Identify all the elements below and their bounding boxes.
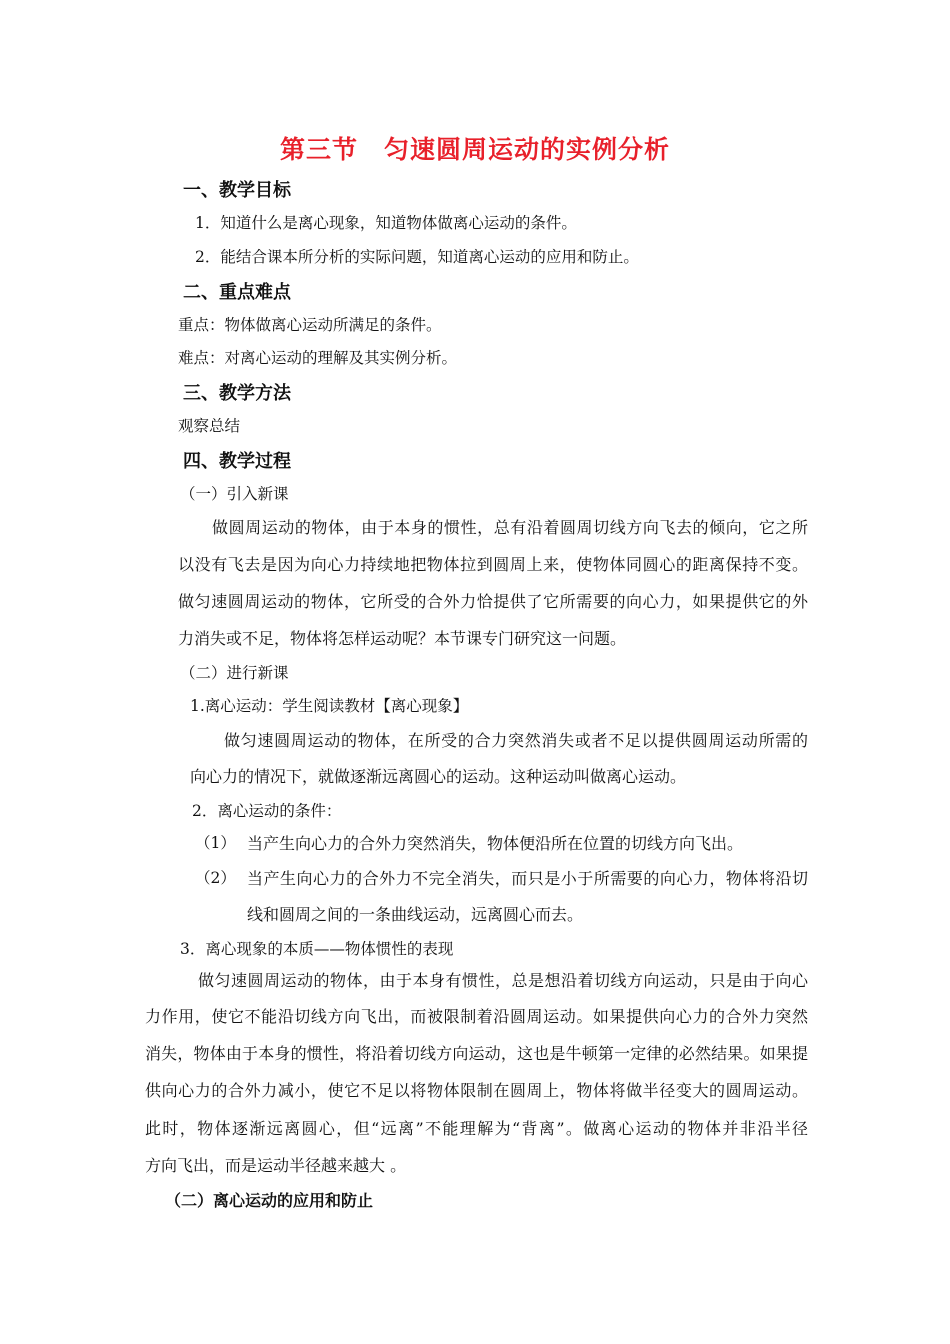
part-intro-title: （一）引入新课 bbox=[180, 485, 289, 503]
point3-title: 3．离心现象的本质——物体惯性的表现 bbox=[180, 940, 454, 958]
heading-key-points: 二、重点难点 bbox=[183, 282, 291, 303]
heading-teaching-method: 三、教学方法 bbox=[183, 383, 291, 404]
point3-line: 此时，物体逐渐远离圆心，但“远离”不能理解为“背离”。做离心运动的物体并非沿半径 bbox=[145, 1119, 810, 1138]
intro-line: 做匀速圆周运动的物体，它所受的合外力恰提供了它所需要的向心力，如果提供它的外 bbox=[178, 592, 809, 611]
point2-title: 2．离心运动的条件： bbox=[192, 802, 342, 820]
intro-line: 力消失或不足，物体将怎样运动呢？本节课专门研究这一问题。 bbox=[178, 629, 627, 648]
condition2-line: 线和圆周之间的一条曲线运动，远离圆心而去。 bbox=[247, 905, 584, 924]
point3-line: 力作用，使它不能沿切线方向飞出，而被限制着沿圆周运动。如果提供向心力的合外力突然 bbox=[145, 1007, 809, 1026]
part-application-title: （二）离心运动的应用和防止 bbox=[165, 1191, 374, 1210]
key-difficulty: 难点：对离心运动的理解及其实例分析。 bbox=[178, 349, 458, 367]
key-focus: 重点：物体做离心运动所满足的条件。 bbox=[178, 316, 442, 334]
heading-teaching-process: 四、教学过程 bbox=[183, 451, 291, 472]
goal-item-1: 1．知道什么是离心现象，知道物体做离心运动的条件。 bbox=[195, 214, 577, 232]
intro-line: 做圆周运动的物体，由于本身的惯性，总有沿着圆周切线方向飞去的倾向，它之所 bbox=[212, 518, 809, 537]
point1-line: 做匀速圆周运动的物体，在所受的合力突然消失或者不足以提供圆周运动所需的 bbox=[224, 731, 809, 750]
page-title: 第三节 匀速圆周运动的实例分析 bbox=[279, 135, 670, 164]
point3-line: 供向心力的合外力减小，使它不足以将物体限制在圆周上，物体将做半径变大的圆周运动。 bbox=[145, 1081, 809, 1100]
point1-title: 1.离心运动：学生阅读教材【离心现象】 bbox=[190, 697, 469, 715]
condition1-number: （1） bbox=[195, 834, 236, 852]
part-new-lesson-title: （二）进行新课 bbox=[180, 664, 289, 682]
condition1-text: 当产生向心力的合外力突然消失，物体便沿所在位置的切线方向飞出。 bbox=[247, 834, 744, 853]
point3-line: 方向飞出，而是运动半径越来越大 。 bbox=[145, 1156, 407, 1175]
condition2-line: 当产生向心力的合外力不完全消失，而只是小于所需要的向心力，物体将沿切 bbox=[247, 869, 809, 888]
point1-line: 向心力的情况下，就做逐渐远离圆心的运动。这种运动叫做离心运动。 bbox=[190, 767, 687, 786]
point3-line: 做匀速圆周运动的物体，由于本身有惯性，总是想沿着切线方向运动，只是由于向心 bbox=[198, 971, 809, 990]
point3-line: 消失，物体由于本身的惯性，将沿着切线方向运动，这也是牛顿第一定律的必然结果。如果提 bbox=[145, 1044, 809, 1063]
teaching-method-text: 观察总结 bbox=[178, 417, 241, 435]
goal-item-2: 2．能结合课本所分析的实际问题，知道离心运动的应用和防止。 bbox=[195, 248, 639, 266]
condition2-number: （2） bbox=[195, 869, 236, 887]
intro-line: 以没有飞去是因为向心力持续地把物体拉到圆周上来，使物体同圆心的距离保持不变。 bbox=[178, 555, 809, 574]
heading-teaching-goals: 一、教学目标 bbox=[183, 180, 291, 201]
